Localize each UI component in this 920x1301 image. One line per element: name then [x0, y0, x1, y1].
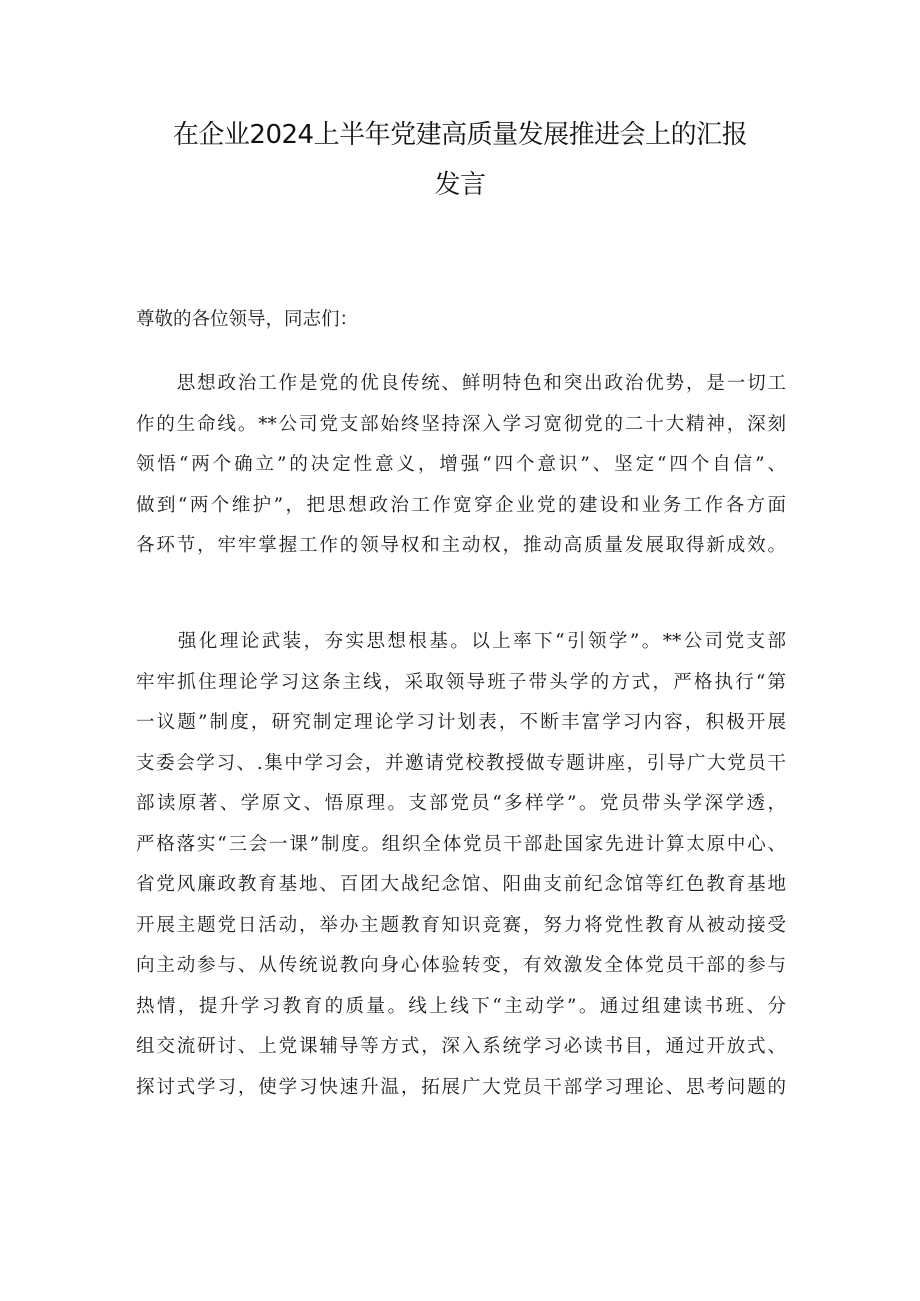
text-line: 向主动参与、从传统说教向身心体验转变，有效激发全体党员干部的参与	[136, 955, 786, 976]
paragraph-2	[136, 622, 786, 1108]
text-line: 一议题”制度，研究制定理论学习计划表，不断丰富学习内容，积极开展	[136, 712, 786, 733]
paragraph-1	[136, 364, 786, 567]
title-line: 发言	[434, 170, 486, 200]
text-line: 热情，提升学习教育的质量。线上线下“主动学”。通过组建读书班、分	[136, 995, 786, 1017]
document-title	[136, 110, 784, 210]
text-line: 思想政治工作是党的优良传统、鲜明特色和突出政治优势，是一切工	[136, 373, 786, 394]
text-line: 严格落实“三会一课”制度。组织全体党员干部赴国家先进计算太原中心、	[136, 833, 786, 855]
title-line: 在企业2024上半年党建高质量发展推进会上的汇报	[172, 120, 748, 150]
text-line: 开展主题党日活动，举办主题教育知识竞赛，努力将党性教育从被动接受	[136, 914, 786, 936]
text-line: 强化理论武装，夯实思想根基。以上率下“引领学”。**公司党支部	[136, 631, 786, 652]
text-line: 作的生命线。**公司党支部始终坚持深入学习宽彻党的二十大精神，深刻	[136, 413, 786, 435]
text-line: 组交流研讨、上党课辅导等方式，深入系统学习必读书目，通过开放式、	[136, 1036, 786, 1057]
salutation: 尊敬的各位领导，同志们：	[136, 309, 359, 330]
text-line: 各环节，牢牢掌握工作的领导权和主动权，推动高质量发展取得新成效。	[136, 535, 786, 556]
text-line: 领悟“两个确立”的决定性意义，增强“四个意识”、坚定“四个自信”、	[136, 454, 786, 475]
text-line: 部读原著、学原文、悟原理。支部党员“多样学”。党员带头学深学透，	[136, 793, 786, 814]
text-line: 做到“两个维护”，把思想政治工作宽穿企业党的建设和业务工作各方面	[136, 494, 786, 516]
text-line: 牢牢抓住理论学习这条主线，采取领导班子带头学的方式，严格执行“第	[136, 671, 786, 693]
text-line: 支委会学习、.集中学习会，并邀请党校教授做专题讲座，引导广大党员干	[136, 752, 786, 774]
text-line: 省党风廉政教育基地、百团大战纪念馆、阳曲支前纪念馆等红色教育基地	[136, 874, 786, 895]
text-line: 探讨式学习，使学习快速升温，拓展广大党员干部学习理论、思考问题的	[136, 1076, 786, 1098]
